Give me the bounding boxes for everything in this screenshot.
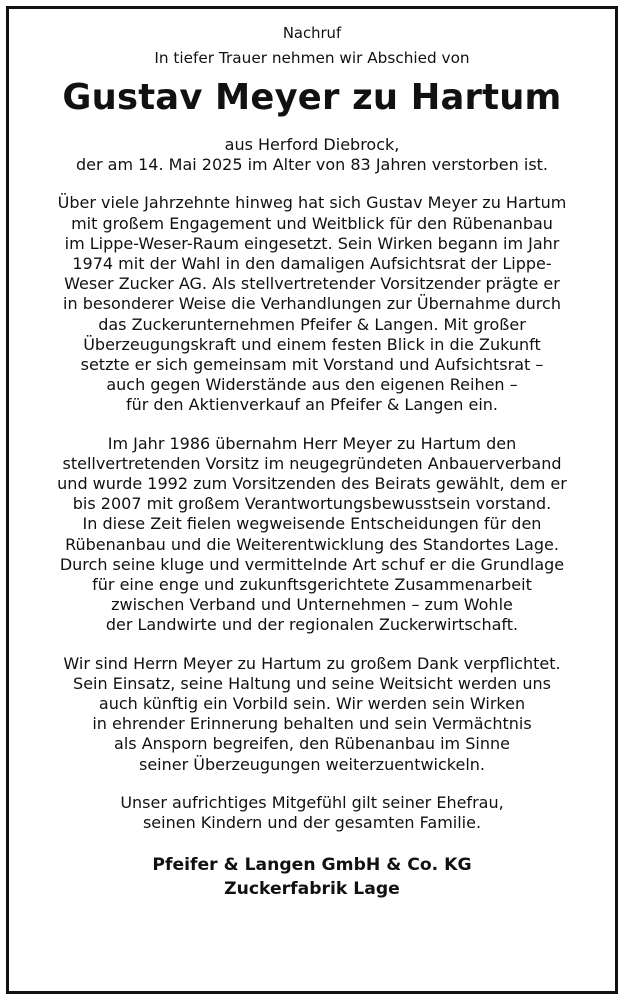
paragraph-line: zwischen Verband und Unternehmen – zum Wohle xyxy=(111,595,513,615)
origin-line: aus Herford Diebrock, xyxy=(224,135,400,154)
signature-company: Pfeifer & Langen GmbH & Co. KG xyxy=(152,855,472,876)
paragraph-line: Rübenanbau und die Weiterentwicklung des Standortes Lage. xyxy=(65,534,559,554)
paragraph-line: im Lippe-Weser-Raum eingesetzt. Sein Wirken begann im Jahr xyxy=(64,233,560,253)
paragraph-line: das Zuckerunternehmen Pfeifer & Langen. Mit großer xyxy=(98,314,526,334)
paragraph-line: stellvertretenden Vorsitz im neugegründeten Anbauerverband xyxy=(62,453,562,473)
paragraph-career xyxy=(0,193,624,415)
paragraph-line: Im Jahr 1986 übernahm Herr Meyer zu Hartum den xyxy=(107,433,517,453)
signature-site: Zuckerfabrik Lage xyxy=(224,879,400,900)
deceased-name: Gustav Meyer zu Hartum xyxy=(62,77,562,118)
origin-line: der am 14. Mai 2025 im Alter von 83 Jahren verstorben ist. xyxy=(75,155,549,175)
paragraph-line: in besonderer Weise die Verhandlungen zur Übernahme durch xyxy=(63,294,561,314)
paragraph-line: Sein Einsatz, seine Haltung und seine Weitsicht werden uns xyxy=(73,673,551,693)
paragraph-gratitude xyxy=(0,654,624,775)
paragraph-line: Überzeugungskraft und einem festen Blick in die Zukunft xyxy=(83,334,541,354)
signature-block xyxy=(0,853,624,901)
paragraph-line: Durch seine kluge und vermittelnde Art schuf er die Grundlage xyxy=(59,554,565,574)
paragraph-association xyxy=(0,434,624,636)
paragraph-line: bis 2007 mit großem Verantwortungsbewusstsein vorstand. xyxy=(72,494,552,514)
paragraph-line: für den Aktienverkauf an Pfeifer & Langen ein. xyxy=(125,395,499,415)
intro-line: In tiefer Trauer nehmen wir Abschied von xyxy=(154,49,470,67)
paragraph-line: 1974 mit der Wahl in den damaligen Aufsichtsrat der Lippe- xyxy=(72,254,552,274)
paragraph-line: seinen Kindern und der gesamten Familie. xyxy=(142,813,482,833)
paragraph-line: und wurde 1992 zum Vorsitzenden des Beirats gewählt, dem er xyxy=(57,474,567,494)
paragraph-line: seiner Überzeugungen weiterzuentwickeln. xyxy=(138,754,485,774)
paragraph-line: der Landwirte und der regionalen Zuckerwirtschaft. xyxy=(105,615,519,635)
paragraph-line: mit großem Engagement und Weitblick für den Rübenanbau xyxy=(71,213,553,233)
origin-block xyxy=(0,135,624,175)
paragraph-line: in ehrender Erinnerung behalten und sein Vermächtnis xyxy=(92,714,532,734)
paragraph-line: Weser Zucker AG. Als stellvertretender Vorsitzender prägte er xyxy=(64,274,560,294)
paragraph-line: für eine enge und zukunftsgerichtete Zusammenarbeit xyxy=(92,575,532,595)
paragraph-condolence xyxy=(0,793,624,833)
paragraph-line: Wir sind Herrn Meyer zu Hartum zu großem Dank verpflichtet. xyxy=(63,653,561,673)
paragraph-line: auch künftig ein Vorbild sein. Wir werden sein Wirken xyxy=(98,694,526,714)
paragraph-line: als Ansporn begreifen, den Rübenanbau im Sinne xyxy=(114,734,510,754)
notice-label: Nachruf xyxy=(282,25,342,42)
paragraph-line: Unser aufrichtiges Mitgefühl gilt seiner Ehefrau, xyxy=(120,792,504,812)
paragraph-line: In diese Zeit fielen wegweisende Entscheidungen für den xyxy=(82,514,542,534)
paragraph-line: auch gegen Widerstände aus den eigenen Reihen – xyxy=(106,375,518,395)
paragraph-line: setzte er sich gemeinsam mit Vorstand und Aufsichtsrat – xyxy=(80,355,544,375)
paragraph-line: Über viele Jahrzehnte hinweg hat sich Gustav Meyer zu Hartum xyxy=(57,193,567,213)
